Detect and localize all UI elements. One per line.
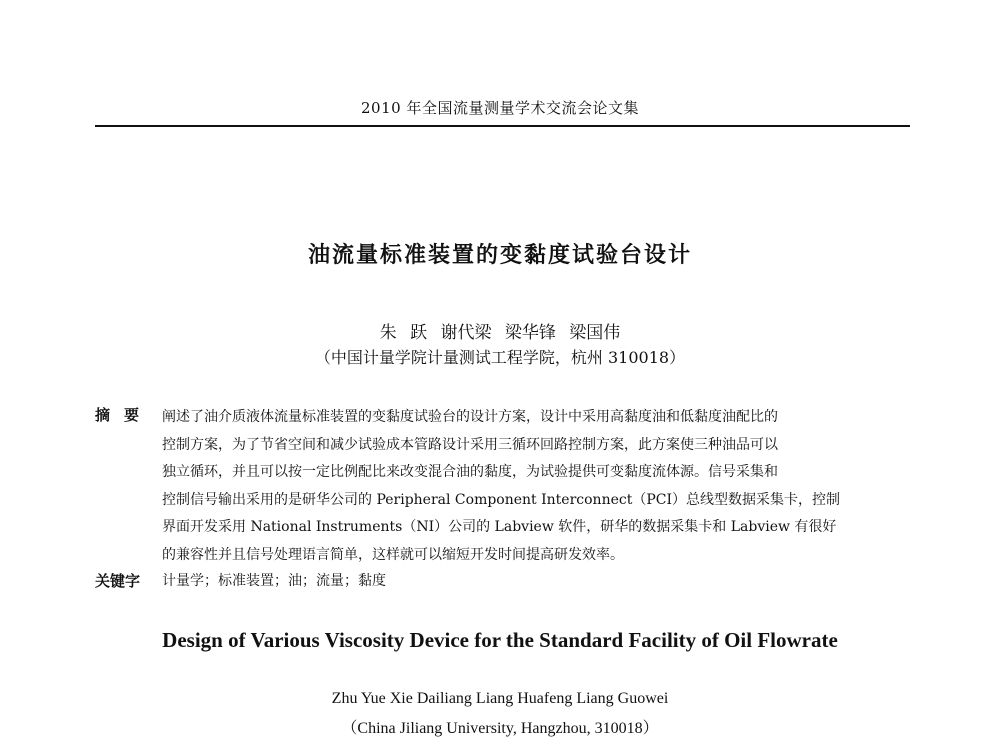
abstract-body: [162, 404, 912, 569]
abstract-line: 控制信号输出采用的是研华公司的 Peripheral Component Interconnect（PCI）总线型数据采集卡，控制: [162, 491, 840, 508]
header-rule: [95, 125, 910, 127]
affiliation-en: （China Jiliang University, Hangzhou, 310018）: [341, 720, 659, 737]
keywords-text: 计量学；标准装置；油；流量；黏度: [162, 573, 386, 589]
affiliation-cn: （中国计量学院计量测试工程学院，杭州 310018）: [314, 348, 686, 367]
abstract-line: 独立循环，并且可以按一定比例配比来改变混合油的黏度，为试验提供可变黏度流体源。信号采集和: [162, 464, 778, 480]
abstract-line: 界面开发采用 National Instruments（NI）公司的 Labview 软件，研华的数据采集卡和 Labview 有很好: [162, 519, 837, 535]
paper-title-cn: 油流量标准装置的变黏度试验台设计: [307, 242, 692, 268]
paper-title-en: Design of Various Viscosity Device for the Standard Facility of Oil Flowrate: [162, 628, 838, 652]
authors-en: Zhu Yue Xie Dailiang Liang Huafeng Liang Guowei: [331, 690, 669, 707]
abstract-line: 阐述了油介质液体流量标准装置的变黏度试验台的设计方案，设计中采用高黏度油和低黏度油配比的: [162, 409, 778, 425]
running-header: 2010 年全国流量测量学术交流会论文集: [361, 99, 639, 117]
abstract-line: 控制方案，为了节省空间和减少试验成本管路设计采用三循环回路控制方案，此方案使三种油品可以: [162, 436, 778, 453]
keywords-label: 关键字: [95, 572, 141, 590]
abstract-label: 摘要: [95, 406, 154, 424]
authors-cn: 朱 跃 谢代梁 梁华锋 梁国伟: [379, 323, 621, 343]
abstract-line: 的兼容性并且信号处理语言简单，这样就可以缩短开发时间提高研发效率。: [162, 546, 624, 563]
